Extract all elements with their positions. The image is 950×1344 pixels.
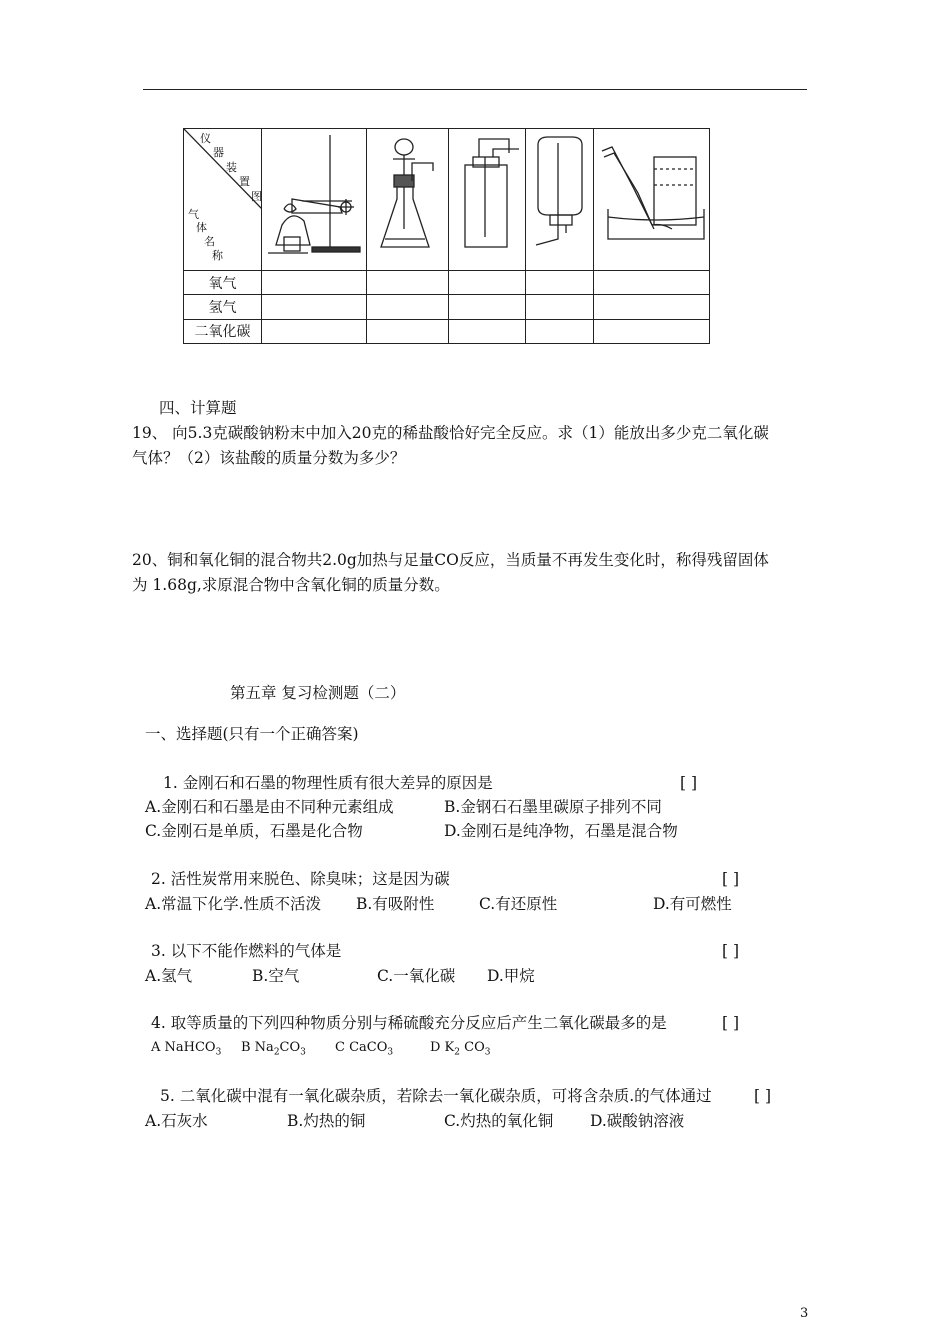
q5-option-c: C.灼热的氧化铜 — [444, 1112, 554, 1130]
row-label-oxygen: 氧气 — [184, 271, 262, 295]
section-title-calculation: 四、计算题 — [159, 399, 237, 417]
q5-stem: 5. 二氧化碳中混有一氧化碳杂质，若除去一氧化碳杂质，可将含杂质.的气体通过 — [160, 1087, 712, 1105]
heating-apparatus-icon — [262, 129, 367, 266]
q5-answer-bracket: [ ] — [754, 1087, 772, 1105]
q1-option-d: D.金刚石是纯净物，石墨是混合物 — [444, 822, 678, 840]
q4-stem: 4. 取等质量的下列四种物质分别与稀硫酸充分反应后产生二氧化碳最多的是 — [151, 1014, 667, 1032]
section-title-choice: 一、选择题(只有一个正确答案) — [145, 725, 359, 743]
q2-option-d: D.有可燃性 — [653, 895, 732, 913]
page-number: 3 — [800, 1306, 809, 1321]
corner-left-char: 名 — [204, 235, 215, 248]
q4-option-b: B $Na_2CO_3$ — [241, 1040, 306, 1058]
corner-left-char: 体 — [196, 221, 207, 234]
inverted-bottle-icon — [526, 129, 594, 266]
q4-option-d: D $K_2$ $CO_3$ — [430, 1040, 491, 1058]
gas-bottle-icon — [449, 129, 526, 266]
apparatus-flask-funnel — [367, 129, 449, 271]
q5-option-b: B.灼热的铜 — [287, 1112, 366, 1130]
corner-top-char: 装 — [226, 161, 237, 174]
corner-top-char: 仪 — [200, 132, 211, 145]
q3-option-b: B.空气 — [252, 967, 300, 985]
q4-answer-bracket: [ ] — [722, 1014, 740, 1032]
q5-option-d: D.碳酸钠溶液 — [590, 1112, 685, 1130]
apparatus-table — [183, 128, 709, 344]
q4-option-a: A NaHCO$_3$ — [151, 1040, 222, 1058]
question-20-line2: 为 1.68g,求原混合物中含氧化铜的质量分数。 — [132, 576, 450, 594]
corner-top-char: 器 — [213, 146, 224, 159]
corner-top-char: 置 — [239, 175, 250, 188]
q2-stem: 2. 活性炭常用来脱色、除臭味；这是因为碳 — [151, 870, 450, 888]
corner-top-char: 图 — [251, 190, 262, 203]
corner-header-cell — [184, 129, 262, 271]
q3-answer-bracket: [ ] — [722, 942, 740, 960]
q1-answer-bracket: [ ] — [680, 774, 698, 792]
q4-option-c: C CaCO$_3$ — [335, 1040, 394, 1058]
apparatus-inverted-bottle — [526, 129, 594, 271]
flask-funnel-icon — [367, 129, 449, 266]
q3-option-d: D.甲烷 — [487, 967, 535, 985]
row-label-hydrogen: 氢气 — [184, 295, 262, 319]
q2-answer-bracket: [ ] — [722, 870, 740, 888]
q1-option-b: B.金钢石石墨里碳原子排列不同 — [444, 798, 662, 816]
row-label-carbon-dioxide: 二氧化碳 — [184, 319, 262, 343]
q1-option-a: A.金刚石和石墨是由不同种元素组成 — [145, 798, 394, 816]
water-trough-icon — [594, 129, 710, 266]
q3-option-a: A.氢气 — [145, 967, 193, 985]
apparatus-gas-bottle — [449, 129, 526, 271]
q2-option-c: C.有还原性 — [479, 895, 558, 913]
header-rule — [143, 89, 807, 90]
chapter-title: 第五章 复习检测题（二） — [230, 684, 406, 702]
q1-option-c: C.金刚石是单质，石墨是化合物 — [145, 822, 363, 840]
q3-option-c: C.一氧化碳 — [377, 967, 456, 985]
q3-stem: 3. 以下不能作燃料的气体是 — [151, 942, 342, 960]
apparatus-heating-tube — [262, 129, 367, 271]
q2-option-a: A.常温下化学.性质不活泼 — [145, 895, 322, 913]
q1-stem: 1. 金刚石和石墨的物理性质有很大差异的原因是 — [163, 774, 493, 792]
q5-option-a: A.石灰水 — [145, 1112, 208, 1130]
apparatus-water-trough — [594, 129, 710, 271]
question-19-line2: 气体？（2）该盐酸的质量分数为多少？ — [132, 449, 406, 467]
question-20-line1: 20、铜和氧化铜的混合物共2.0g加热与足量CO反应，当质量不再发生变化时，称得残留固体 — [132, 551, 769, 569]
corner-left-char: 称 — [212, 249, 223, 262]
q2-option-b: B.有吸附性 — [356, 895, 435, 913]
question-19-line1: 19、 向5.3克碳酸钠粉末中加入20克的稀盐酸恰好完全反应。求（1）能放出多少克二氧化碳 — [132, 424, 769, 442]
corner-left-char: 气 — [188, 208, 199, 221]
